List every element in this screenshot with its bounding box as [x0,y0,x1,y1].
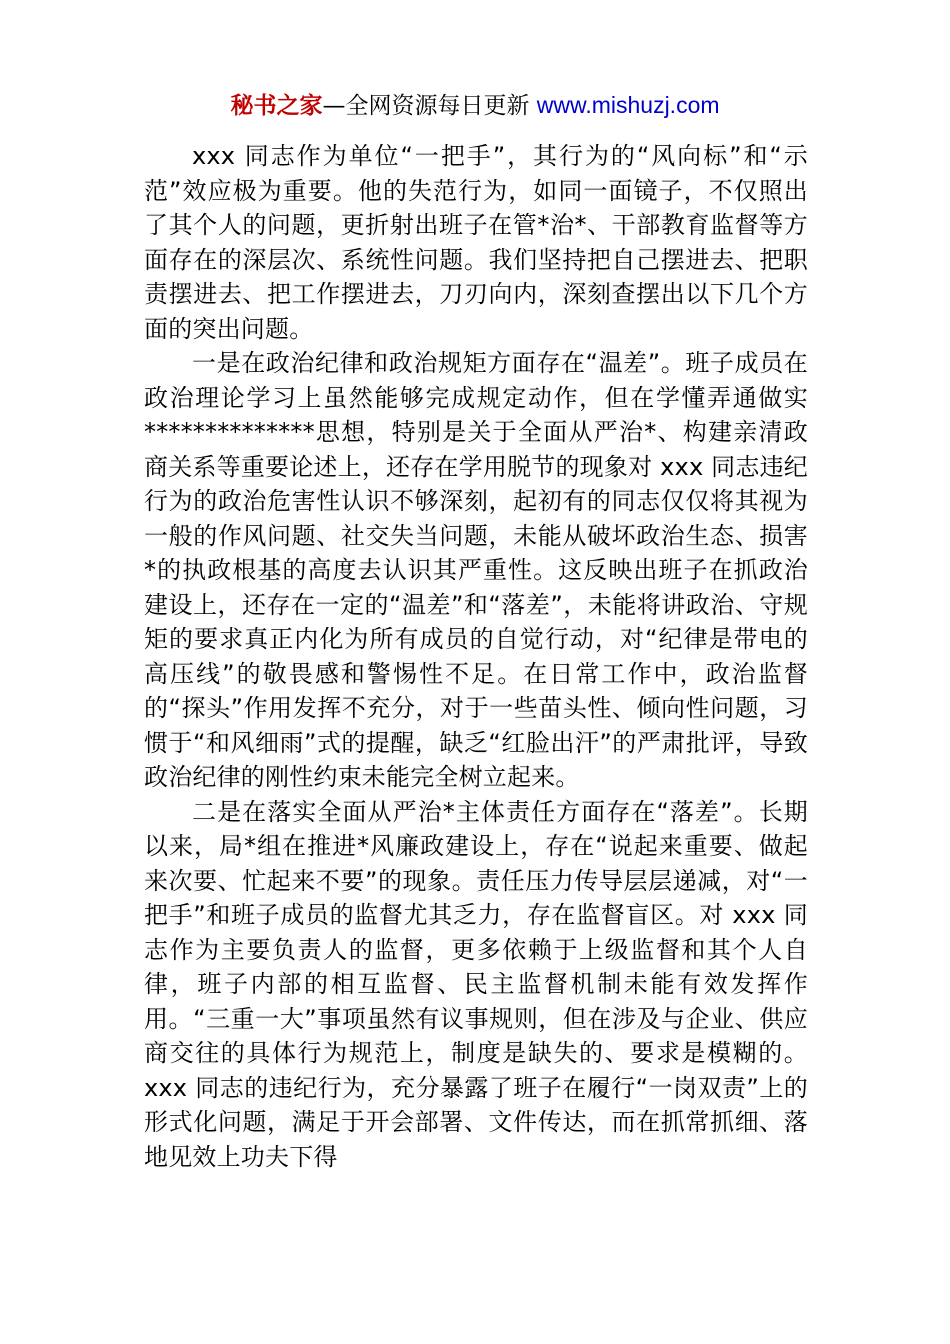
section-two-paragraph: 二是在落实全面从严治*主体责任方面存在“落差”。长期以来，局*组在推进*风廉政建设上，存在“说起来重要、做起来次要、忙起来不要”的现象。责任压力传导层层递减，对“一把手”和班子成员的监督尤其乏力，存在监督盲区。对 xxx 同志作为主要负责人的监督，更多依赖于上级监督和其个人自律，班子内部的相互监督、民主监督机制未能有效发挥作用。“三重一大”事项虽然有议事规则，但在涉及与企业、供应商交往的具体行为规范上，制度是缺失的、要求是模糊的。xxx 同志的违纪行为，充分暴露了班子在履行“一岗双责”上的形式化问题，满足于开会部署、文件传达，而在抓常抓细、落地见效上功夫下得 [144,797,808,1171]
site-url-link[interactable]: www.mishuzj.com [536,92,720,118]
header-tagline: —全网资源每日更新 [322,93,537,119]
site-header [0,88,950,123]
brand-name: 秘书之家 [230,93,323,119]
intro-paragraph: xxx 同志作为单位“一把手”，其行为的“风向标”和“示范”效应极为重要。他的失范行为，如同一面镜子，不仅照出了其个人的问题，更折射出班子在管*治*、干部教育监督等方面存在的深层次、系统性问题。我们坚持把自己摆进去、把职责摆进去、把工作摆进去，刀刃向内，深刻查摆出以下几个方面的突出问题。 [144,142,808,343]
section-one-paragraph: 一是在政治纪律和政治规矩方面存在“温差”。班子成员在政治理论学习上虽然能够完成规定动作，但在学懂弄通做实**************思想，特别是关于全面从严治*、构建亲清政商关系等重要论述上，还存在学用脱节的现象对 xxx 同志违纪行为的政治危害性认识不够深刻，起初有的同志仅仅将其视为一般的作风问题、社交失当问题，未能从破坏政治生态、损害*的执政根基的高度去认识其严重性。这反映出班子在抓政治建设上，还存在一定的“温差”和“落差”，未能将讲政治、守规矩的要求真正内化为所有成员的自觉行动，对“纪律是带电的高压线”的敬畏感和警惕性不足。在日常工作中，政治监督的“探头”作用发挥不充分，对于一些苗头性、倾向性问题，习惯于“和风细雨”式的提醒，缺乏“红脸出汗”的严肃批评，导致政治纪律的刚性约束未能完全树立起来。 [144,349,808,791]
document-body [144,139,808,1174]
